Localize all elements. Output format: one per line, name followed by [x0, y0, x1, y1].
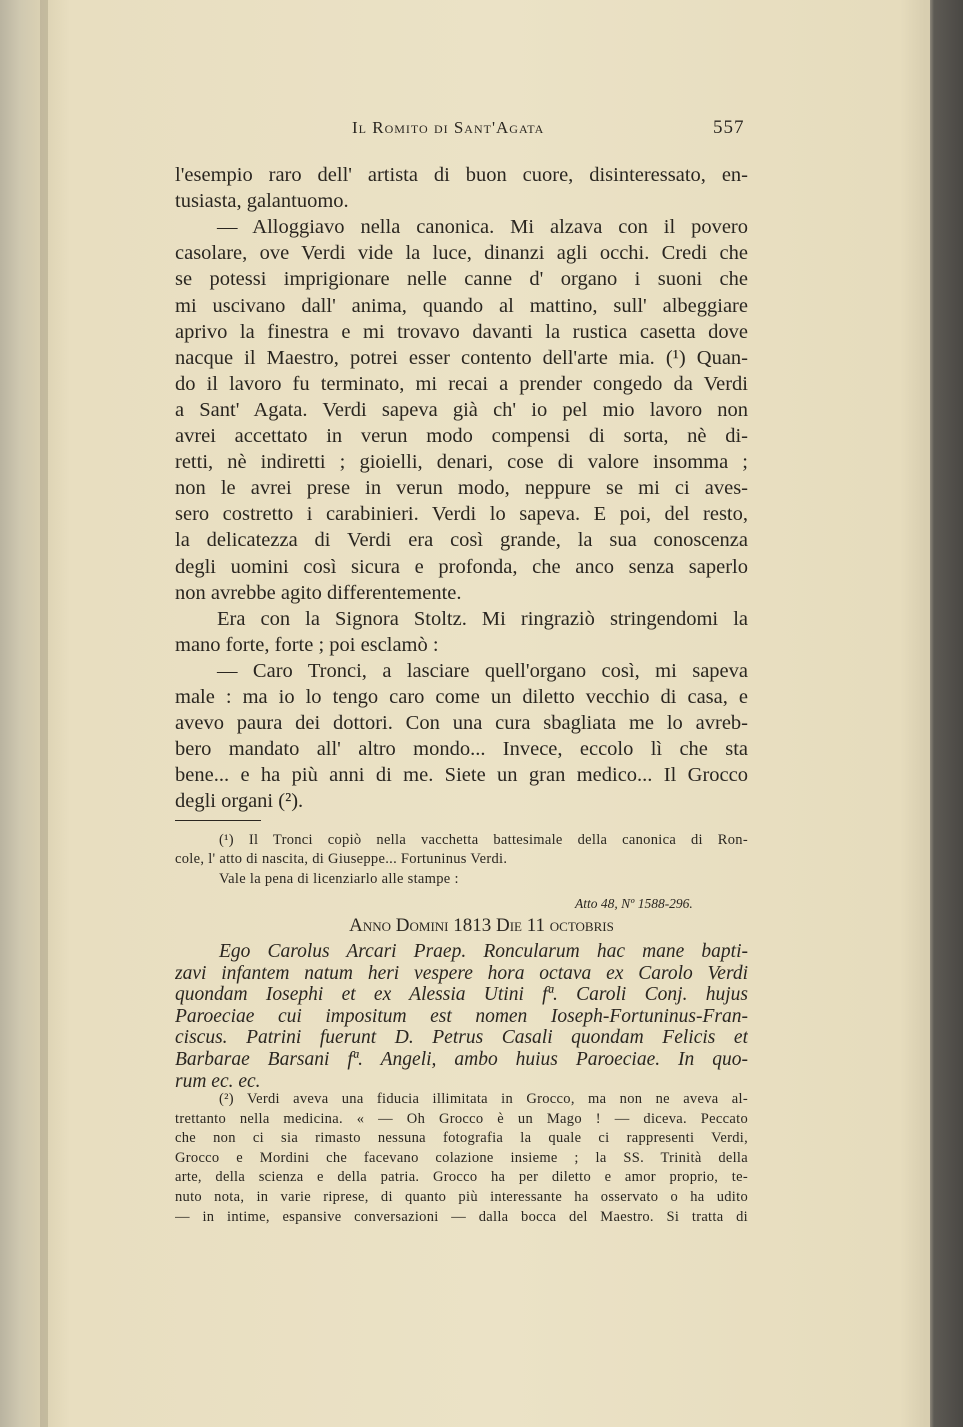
- footnote-line: trettanto nella medicina. « — Oh Grocco è un Mago ! — diceva. Peccato: [175, 1110, 748, 1127]
- footnote-line: arte, della scienza e della patria. Grocco ha per diletto e amor proprio, te-: [175, 1169, 748, 1186]
- text-line: retti, nè indiretti ; gioielli, denari, cose di valore insomma ;: [175, 451, 748, 474]
- footnote-line: (²) Verdi aveva una fiducia illimitata in Grocco, ma non ne aveva al-: [219, 1091, 748, 1107]
- footnote-line: (¹) Il Tronci copiò nella vacchetta battesimale della canonica di Ron-: [219, 832, 748, 848]
- text-line: bene... e ha più anni di me. Siete un gran medico... Il Grocco: [175, 764, 748, 787]
- text-line: Era con la Signora Stoltz. Mi ringraziò stringendomi la: [217, 607, 748, 630]
- latin-line: quondam Iosephi et ex Alessia Utini fª. Caroli Conj. hujus: [175, 984, 748, 1006]
- page-edge: [930, 0, 963, 1427]
- text-line: sero costretto i carabinieri. Verdi lo sapeva. E poi, del resto,: [175, 503, 748, 526]
- text-line: mi uscivano dall' anima, quando al mattino, sull' albeggiare: [175, 294, 748, 317]
- footnote-line: Vale la pena di licenziarlo alle stampe :: [219, 871, 459, 887]
- text-line: avrei accettato in verun modo compensi di sorta, nè di-: [175, 425, 748, 447]
- text-line: avevo paura dei dottori. Con una cura sbagliata me lo avreb-: [175, 712, 748, 735]
- text-line: non avrebbe agito differentemente.: [175, 581, 462, 604]
- latin-line: Ego Carolus Arcari Praep. Roncularum hac mane bapti-: [219, 941, 748, 962]
- text-line: se potessi imprigionare nelle canne d' organo i suoni che: [175, 268, 748, 291]
- footnote-line: cole, l' atto di nascita, di Giuseppe... Fortuninus Verdi.: [175, 851, 508, 867]
- text-line: mano forte, forte ; poi esclamò :: [175, 633, 439, 656]
- text-line: aprivo la finestra e mi trovavo davanti la rustica casetta dove: [175, 320, 748, 343]
- text-line: degli uomini così sicura e profonda, che anco senza saperlo: [175, 555, 748, 578]
- page-binding-shadow: [40, 0, 48, 1427]
- text-line: — Caro Tronci, a lasciare quell'organo così, mi sapeva: [217, 659, 748, 682]
- text-line: nacque il Maestro, potrei esser contento dell'arte mia. (¹) Quan-: [175, 346, 748, 369]
- footnote-line: nuto nota, in varie riprese, di quanto più interessante ha osservato o ha udito: [175, 1189, 748, 1205]
- text-line: casolare, ove Verdi vide la luce, dinanzi agli occhi. Credi che: [175, 242, 748, 265]
- text-line: tusiasta, galantuomo.: [175, 190, 349, 213]
- footnote-line: — in intime, espansive conversazioni — dalla bocca del Maestro. Si tratta di: [175, 1208, 748, 1225]
- footnote-line: Grocco e Mordini che facevano colazione insieme ; la SS. Trinità della: [175, 1149, 748, 1166]
- record-reference: Atto 48, Nº 1588-296.: [575, 896, 693, 911]
- footnote-rule: [175, 820, 261, 821]
- record-heading: Anno Domini 1813 Die 11 octobris: [349, 915, 614, 936]
- latin-line: zavi infantem natum heri vespere hora octava ex Carolo Verdi: [175, 962, 748, 984]
- text-line: bero mandato all' altro mondo... Invece, eccolo lì che sta: [175, 738, 748, 761]
- text-line: degli organi (²).: [175, 790, 304, 813]
- text-line: — Alloggiavo nella canonica. Mi alzava con il povero: [217, 216, 748, 239]
- text-line: l'esempio raro dell' artista di buon cuore, disinteressato, en-: [175, 164, 748, 186]
- running-title: Il Romito di Sant'Agata: [352, 118, 545, 137]
- text-line: la delicatezza di Verdi era così grande, la sua conoscenza: [175, 529, 748, 552]
- page-number: 557: [713, 117, 745, 138]
- text-line: non le avrei prese in verun modo, neppure se mi ci aves-: [175, 477, 748, 500]
- latin-line: Barbarae Barsani fª. Angeli, ambo huius Paroeciae. In quo-: [175, 1049, 748, 1070]
- latin-line: Paroeciae cui impositum est nomen Ioseph-Fortuninus-Fran-: [175, 1005, 748, 1027]
- footnote-line: che non ci sia rimasto nessuna fotografia la quale ci rappresenti Verdi,: [175, 1130, 748, 1147]
- latin-line: rum ec. ec.: [175, 1070, 261, 1092]
- text-line: male : ma io lo tengo caro come un diletto vecchio di casa, e: [175, 686, 748, 708]
- text-line: a Sant' Agata. Verdi sapeva già ch' io pel mio lavoro non: [175, 398, 748, 421]
- text-line: do il lavoro fu terminato, mi recai a prender congedo da Verdi: [175, 372, 748, 395]
- latin-line: ciscus. Patrini fuerunt D. Petrus Casali quondam Felicis et: [175, 1027, 748, 1049]
